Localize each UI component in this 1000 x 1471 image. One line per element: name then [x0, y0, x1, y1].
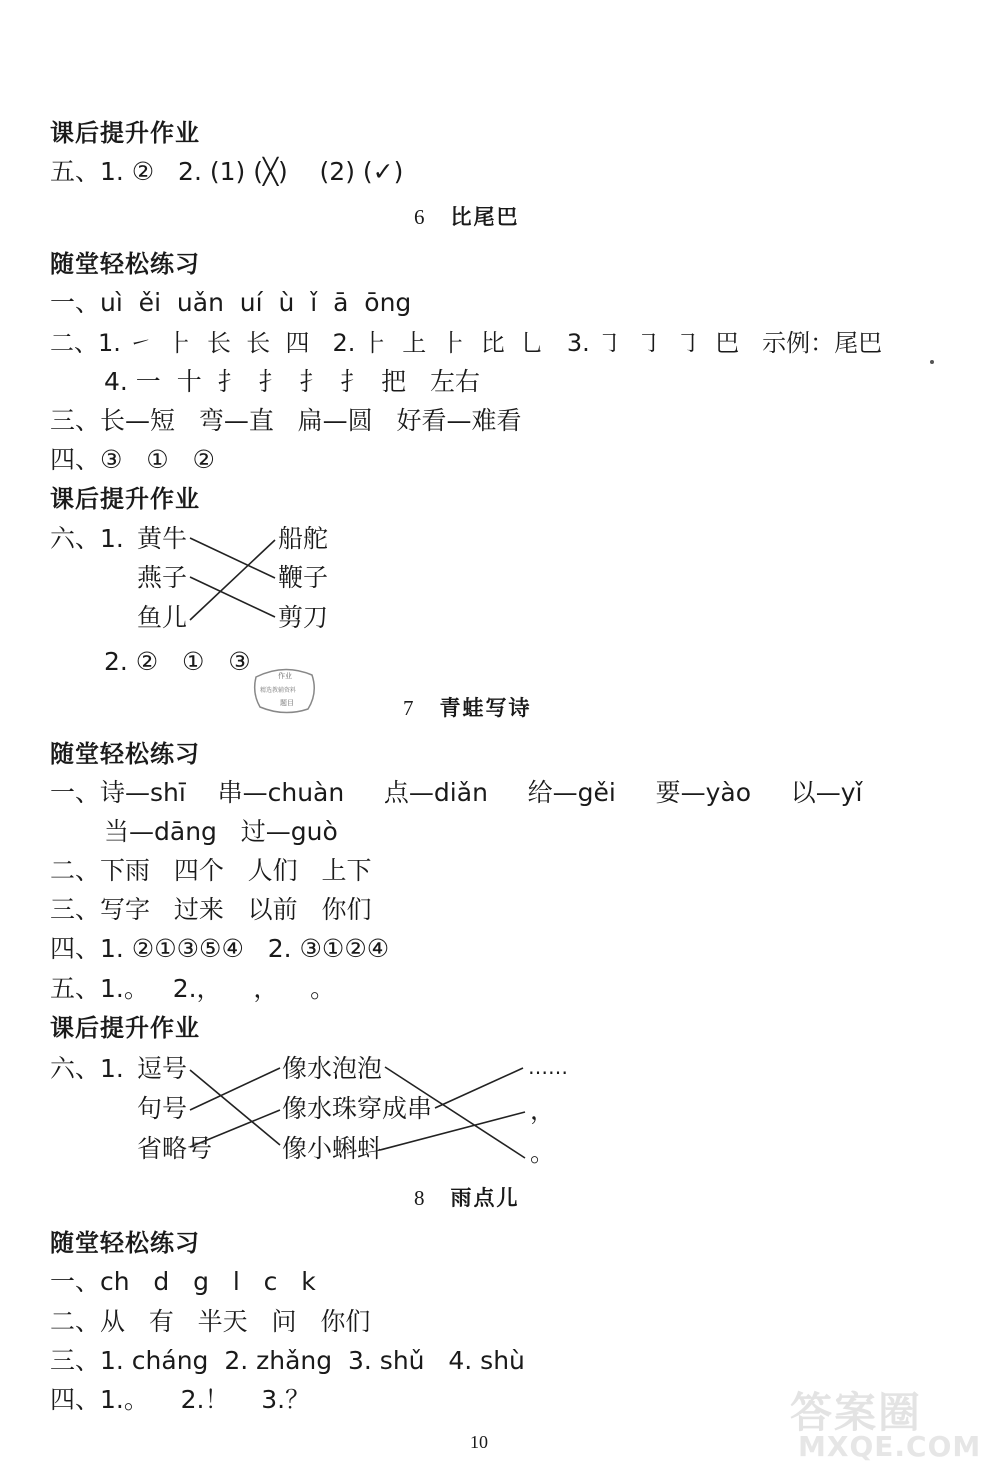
- match-line: [435, 1068, 523, 1108]
- match-right-item: 船舵: [278, 524, 329, 553]
- svg-text:题目: 题目: [280, 699, 294, 707]
- section-heading-after-class: 课后提升作业: [50, 1014, 200, 1042]
- watermark-text: 答案圈: [790, 1388, 923, 1437]
- lesson-number: 6: [414, 205, 425, 229]
- lesson-number: 7: [403, 696, 414, 720]
- match-middle-item: 像水泡泡: [282, 1054, 383, 1083]
- lesson-name: 青蛙写诗: [439, 695, 532, 720]
- watermark-url: MXQE.COM: [798, 1430, 982, 1463]
- match-left-item: 省略号: [137, 1134, 213, 1163]
- match-right-item: 鞭子: [278, 563, 329, 592]
- answer-line: 三、1. cháng 2. zhǎng 3. shǔ 4. shù: [50, 1346, 525, 1375]
- match-middle-item: 像水珠穿成串: [282, 1094, 433, 1123]
- lesson-name: 比尾巴: [450, 204, 520, 229]
- answer-line: 五、1. ② 2. (1) (╳) (2) (✓): [50, 157, 404, 186]
- answer-line: 二、从 有 半天 问 你们: [50, 1307, 371, 1336]
- lesson-number: 8: [414, 1186, 425, 1210]
- answer-line: 4. 一 十 扌 扌 扌 扌 把 左右: [104, 367, 481, 396]
- section-heading-in-class: 随堂轻松练习: [50, 740, 200, 768]
- answer-line: 一、uì ěi uǎn uí ù ǐ ā ōng: [50, 288, 412, 317]
- question-prefix: 六、1.: [50, 1054, 124, 1083]
- lesson-name: 雨点儿: [450, 1185, 520, 1210]
- match-line: [190, 1070, 280, 1145]
- match-line: [190, 577, 275, 617]
- svg-text:作业: 作业: [278, 672, 292, 680]
- svg-text:精选教辅资料: 精选教辅资料: [260, 687, 297, 694]
- answer-line: 四、1.。 2.！ 3.？: [50, 1385, 311, 1414]
- speck: [930, 360, 934, 364]
- match-right-item: 剪刀: [278, 603, 329, 632]
- question-prefix: 六、1.: [50, 524, 124, 553]
- answer-line: 当—dāng 过—guò: [104, 817, 338, 846]
- section-heading-in-class: 随堂轻松练习: [50, 1229, 200, 1257]
- section-heading-after-class: 课后提升作业: [50, 119, 200, 147]
- match-middle-item: 像小蝌蚪: [282, 1134, 383, 1163]
- page-number: 10: [470, 1432, 488, 1452]
- answer-line: 二、下雨 四个 人们 上下: [50, 856, 372, 885]
- match-left-item: 黄牛: [137, 524, 188, 553]
- watermark-logo: [790, 1380, 990, 1465]
- match-right-item: ……: [528, 1055, 568, 1079]
- answer-line: 四、1. ②①③⑤④ 2. ③①②④: [50, 934, 390, 963]
- answer-line: 二、1. ㇀ ⺊ 长 长 四 2. ⺊ 上 ⺊ 比 ⺃ 3. ㇆ ㇆ ㇆ 巴 示例：尾巴: [50, 329, 883, 357]
- answer-line: 三、写字 过来 以前 你们: [50, 895, 372, 924]
- answer-line: 五、1.。 2.， ， 。: [50, 974, 336, 1003]
- match-line: [190, 540, 275, 620]
- match-left-item: 燕子: [137, 563, 188, 592]
- section-heading-after-class: 课后提升作业: [50, 485, 200, 513]
- answer-line: 2. ② ① ③: [104, 647, 251, 676]
- match-line: [190, 538, 275, 578]
- match-left-item: 鱼儿: [137, 603, 188, 632]
- section-heading-in-class: 随堂轻松练习: [50, 250, 200, 278]
- answer-line: 一、诗—shī 串—chuàn 点—diǎn 给—gěi 要—yào 以—yǐ: [50, 778, 863, 807]
- match-left-item: 句号: [137, 1094, 188, 1123]
- answer-line: 一、ch d g l c k: [50, 1267, 316, 1296]
- match-line: [385, 1067, 525, 1158]
- match-line: [190, 1068, 280, 1110]
- answer-line: 三、长—短 弯—直 扁—圆 好看—难看: [50, 406, 522, 435]
- answer-line: 四、③ ① ②: [50, 445, 215, 474]
- match-right-item: 。: [530, 1138, 556, 1167]
- match-line: [190, 1110, 280, 1147]
- match-right-item: ，: [530, 1096, 556, 1125]
- match-left-item: 逗号: [137, 1054, 188, 1083]
